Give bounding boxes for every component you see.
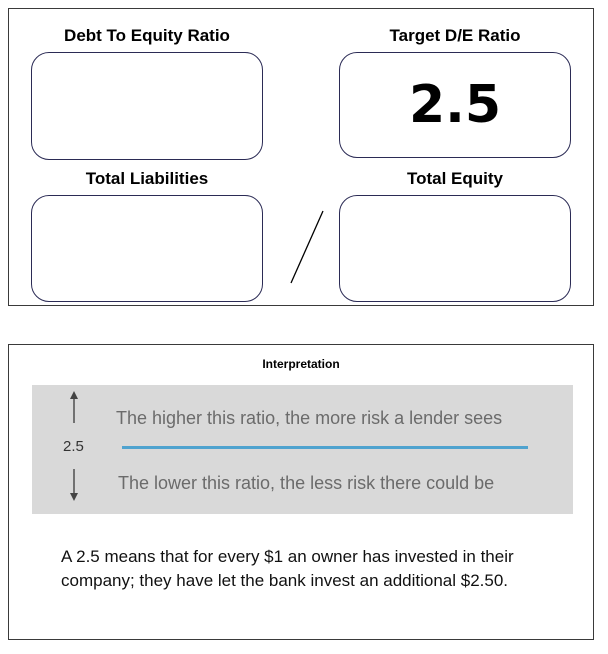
debt-to-equity-field[interactable] bbox=[31, 52, 263, 160]
higher-ratio-text: The higher this ratio, the more risk a lender sees bbox=[116, 408, 503, 428]
scale-ratio-value: 2.5 bbox=[63, 438, 84, 455]
total-equity-field[interactable] bbox=[339, 195, 571, 302]
scale-divider-line bbox=[122, 446, 528, 449]
interpretation-explanation: A 2.5 means that for every $1 an owner has invested in their company; they have let the bank invest an additional $2.50. bbox=[61, 547, 514, 590]
ratio-calculator-panel bbox=[8, 8, 594, 306]
target-de-ratio-field[interactable]: 2.5 bbox=[339, 52, 571, 158]
total-equity-label: Total Equity bbox=[406, 169, 503, 188]
target-de-ratio-label: Target D/E Ratio bbox=[389, 26, 521, 45]
interpretation-panel bbox=[8, 344, 594, 640]
interpretation-title: Interpretation bbox=[262, 357, 340, 371]
divide-slash-icon bbox=[287, 209, 327, 285]
lower-ratio-text: The lower this ratio, the less risk there could be bbox=[118, 473, 495, 493]
debt-to-equity-label: Debt To Equity Ratio bbox=[64, 26, 230, 45]
risk-scale bbox=[32, 385, 573, 514]
total-liabilities-label: Total Liabilities bbox=[85, 169, 209, 188]
total-liabilities-field[interactable] bbox=[31, 195, 263, 302]
